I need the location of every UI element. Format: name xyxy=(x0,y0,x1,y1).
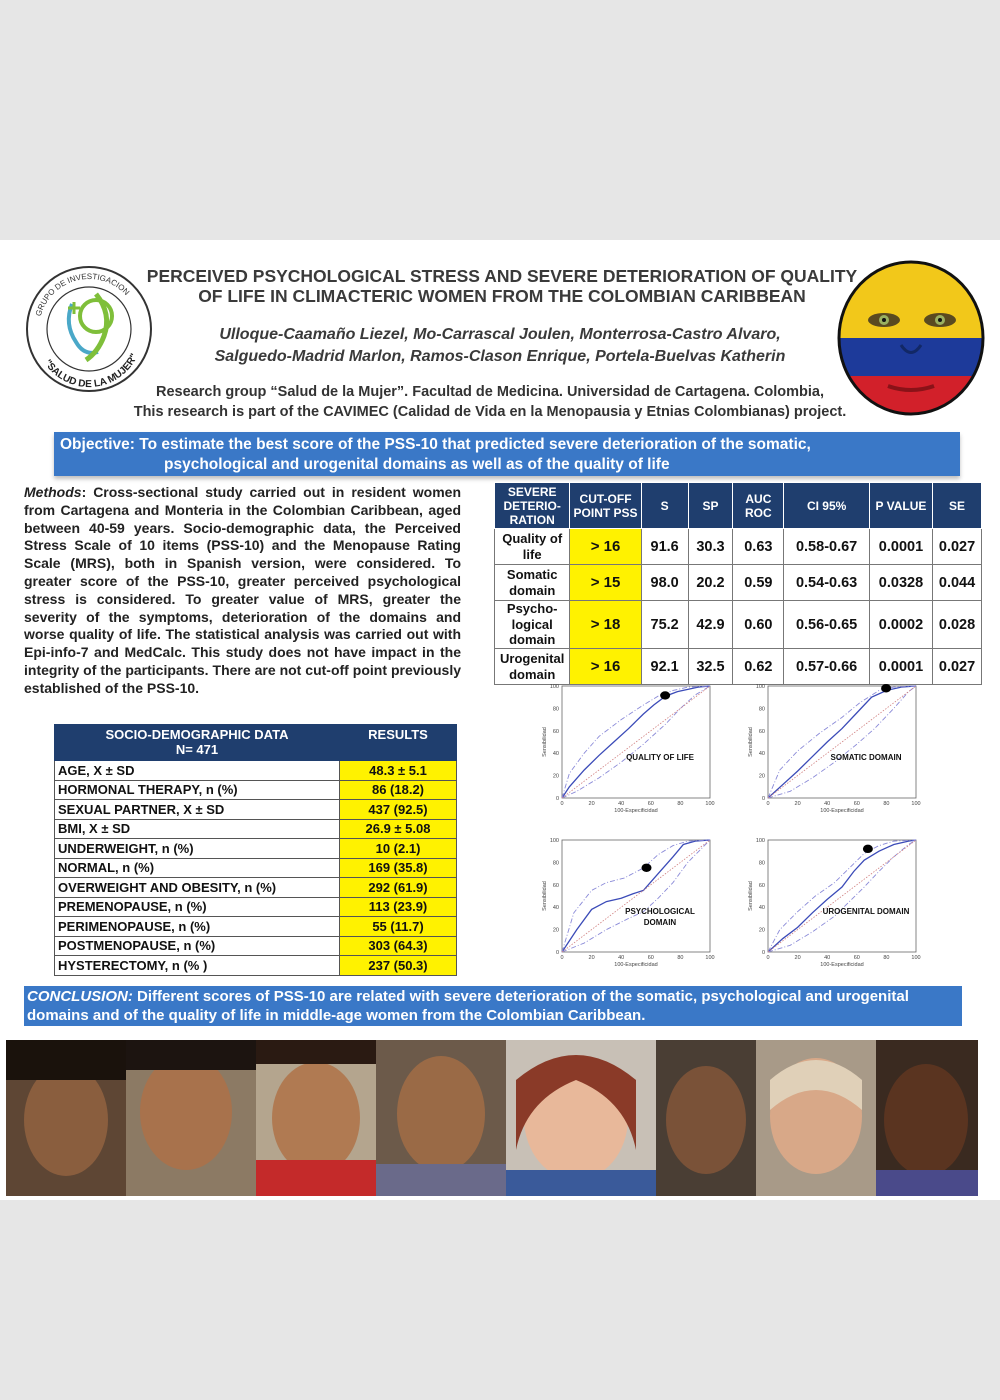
conclusion-banner xyxy=(24,986,962,1026)
y-axis-label: Sensibilidad xyxy=(542,881,548,911)
table-row xyxy=(495,529,982,565)
x-tick-label: 0 xyxy=(766,955,770,961)
x-tick-label: 40 xyxy=(824,801,831,807)
roc-plot xyxy=(746,682,921,814)
row-label: Quality of life xyxy=(495,529,570,565)
roc-plot xyxy=(540,836,715,968)
conclusion-label: CONCLUSION: xyxy=(27,988,133,1005)
table-row xyxy=(495,601,982,649)
y-tick-label: 100 xyxy=(755,838,765,844)
table-cell: 0.0001 xyxy=(869,529,932,565)
y-tick-label: 100 xyxy=(549,684,559,690)
y-tick-label: 0 xyxy=(761,796,765,802)
y-tick-label: 80 xyxy=(758,706,765,713)
x-axis-label: 100-Especificidad xyxy=(820,808,864,814)
socio-label: PREMENOPAUSE, n (%) xyxy=(55,897,340,917)
table-row xyxy=(55,800,457,820)
socio-value: 437 (92.5) xyxy=(340,800,457,820)
socio-value: 55 (11.7) xyxy=(340,917,457,937)
title-line-1: PERCEIVED PSYCHOLOGICAL STRESS AND SEVERE DETERIORATION OF QUALITY xyxy=(146,266,858,286)
x-tick-label: 0 xyxy=(560,801,564,807)
y-tick-label: 20 xyxy=(552,927,559,934)
x-tick-label: 20 xyxy=(794,801,801,807)
y-tick-label: 80 xyxy=(552,706,559,713)
table-cell: 0.0001 xyxy=(869,649,932,685)
results-header-cell: S xyxy=(641,483,688,529)
y-tick-label: 40 xyxy=(758,751,765,758)
y-tick-label: 0 xyxy=(761,950,765,956)
table-row xyxy=(55,878,457,898)
table-cell: 32.5 xyxy=(688,649,733,685)
socio-label: OVERWEIGHT AND OBESITY, n (%) xyxy=(55,878,340,898)
table-row xyxy=(495,565,982,601)
socio-label: POSTMENOPAUSE, n (%) xyxy=(55,936,340,956)
table-cell: 0.028 xyxy=(933,601,982,649)
cutoff-results-table xyxy=(494,482,982,685)
table-cell: 98.0 xyxy=(641,565,688,601)
roc-chart-urogenital-domain xyxy=(746,836,921,968)
colombian-flag-face-image xyxy=(836,260,986,420)
socio-header-data xyxy=(55,725,340,761)
y-tick-label: 0 xyxy=(555,796,559,802)
x-axis-label: 100-Especificidad xyxy=(614,808,658,814)
logo-bottom-text: "SALUD DE LA MUJER" xyxy=(41,351,141,391)
results-header-row xyxy=(495,483,982,529)
socio-label: SEXUAL PARTNER, X ± SD xyxy=(55,800,340,820)
y-tick-label: 60 xyxy=(758,728,765,735)
socio-value: 237 (50.3) xyxy=(340,956,457,976)
socio-header-n: N= 471 xyxy=(175,742,219,757)
table-cell: 0.60 xyxy=(733,601,784,649)
y-tick-label: 20 xyxy=(758,773,765,780)
x-tick-label: 80 xyxy=(677,801,684,807)
x-tick-label: 20 xyxy=(588,955,595,961)
roc-chart-somatic-domain xyxy=(746,682,921,814)
table-cell: 0.58-0.67 xyxy=(784,529,870,565)
y-tick-label: 100 xyxy=(549,838,559,844)
table-cell: 0.62 xyxy=(733,649,784,685)
x-tick-label: 100 xyxy=(911,955,921,961)
socio-label: BMI, X ± SD xyxy=(55,819,340,839)
x-axis-label: 100-Especificidad xyxy=(614,962,658,968)
table-cell: 0.59 xyxy=(733,565,784,601)
authors-line-1: Ulloque-Caamaño Liezel, Mo-Carrascal Joulen, Monterrosa-Castro Alvaro, xyxy=(219,326,781,343)
x-tick-label: 80 xyxy=(677,955,684,961)
chart-title: SOMATIC DOMAIN xyxy=(830,753,902,762)
table-row xyxy=(55,917,457,937)
y-tick-label: 60 xyxy=(758,882,765,889)
socio-header-results: RESULTS xyxy=(340,725,457,761)
y-tick-label: 20 xyxy=(552,773,559,780)
row-label: Somatic domain xyxy=(495,565,570,601)
table-cell: 75.2 xyxy=(641,601,688,649)
table-cell: 30.3 xyxy=(688,529,733,565)
roc-chart-psychological-domain xyxy=(540,836,715,968)
affiliation xyxy=(120,382,860,422)
results-header-cell: CI 95% xyxy=(784,483,870,529)
chart-title: PSYCHOLOGICAL DOMAIN xyxy=(625,907,695,927)
x-tick-label: 80 xyxy=(883,955,890,961)
socio-label: HORMONAL THERAPY, n (%) xyxy=(55,780,340,800)
socio-demographic-table xyxy=(54,724,457,976)
table-row xyxy=(55,956,457,976)
roc-plot xyxy=(540,682,715,814)
x-tick-label: 60 xyxy=(647,955,654,961)
methods-paragraph xyxy=(24,484,461,698)
women-photo-strip xyxy=(6,1040,978,1196)
y-tick-label: 40 xyxy=(552,905,559,912)
y-tick-label: 80 xyxy=(552,860,559,867)
x-tick-label: 100 xyxy=(705,801,715,807)
results-header-cell: CUT-OFF POINT PSS xyxy=(570,483,641,529)
salud-de-la-mujer-logo xyxy=(24,264,154,394)
chart-title: QUALITY OF LIFE xyxy=(626,753,694,762)
socio-value: 48.3 ± 5.1 xyxy=(340,761,457,781)
socio-value: 10 (2.1) xyxy=(340,839,457,859)
poster xyxy=(0,240,1000,1200)
socio-value: 113 (23.9) xyxy=(340,897,457,917)
objective-line-1: Objective: To estimate the best score of the PSS-10 that predicted severe deterioration of the somatic, xyxy=(60,436,811,453)
table-cell: 0.0328 xyxy=(869,565,932,601)
socio-value: 169 (35.8) xyxy=(340,858,457,878)
table-cell: 0.56-0.65 xyxy=(784,601,870,649)
x-tick-label: 20 xyxy=(794,955,801,961)
authors-line-2: Salguedo-Madrid Marlon, Ramos-Clason Enrique, Portela-Buelvas Katherin xyxy=(214,348,786,365)
poster-title xyxy=(140,266,864,306)
table-row xyxy=(55,858,457,878)
affiliation-line-2: This research is part of the CAVIMEC (Calidad de Vida en la Menopausia y Etnias Colombianas) project. xyxy=(133,404,847,420)
cutoff-cell: > 18 xyxy=(570,601,641,649)
y-tick-label: 60 xyxy=(552,882,559,889)
x-tick-label: 100 xyxy=(911,801,921,807)
table-cell: 0.57-0.66 xyxy=(784,649,870,685)
roc-chart-quality-of-life xyxy=(540,682,715,814)
roc-plot xyxy=(746,836,921,968)
x-tick-label: 60 xyxy=(853,801,860,807)
chart-title: UROGENITAL DOMAIN xyxy=(822,907,910,916)
table-row xyxy=(55,839,457,859)
affiliation-line-1: Research group “Salud de la Mujer”. Facultad de Medicina. Universidad de Cartagena. Colombia, xyxy=(156,384,824,400)
row-label: Urogenital domain xyxy=(495,649,570,685)
x-tick-label: 100 xyxy=(705,955,715,961)
results-header-cell: SE xyxy=(933,483,982,529)
table-cell: 0.044 xyxy=(933,565,982,601)
socio-value: 26.9 ± 5.08 xyxy=(340,819,457,839)
y-tick-label: 80 xyxy=(758,860,765,867)
x-tick-label: 60 xyxy=(853,955,860,961)
socio-value: 292 (61.9) xyxy=(340,878,457,898)
x-tick-label: 40 xyxy=(618,955,625,961)
table-cell: 0.63 xyxy=(733,529,784,565)
cutoff-cell: > 16 xyxy=(570,529,641,565)
cutoff-point xyxy=(660,691,670,699)
y-tick-label: 60 xyxy=(552,728,559,735)
results-header-cell: P VALUE xyxy=(869,483,932,529)
cutoff-cell: > 15 xyxy=(570,565,641,601)
table-row xyxy=(55,761,457,781)
cutoff-point xyxy=(642,864,652,872)
socio-label: PERIMENOPAUSE, n (%) xyxy=(55,917,340,937)
methods-text: : Cross-sectional study carried out in resident women from Cartagena and Monteria in the Colombian Caribbean, aged between 40-59 years. Socio-demographic data, the Perceived Stress Scale of 10 items (PSS-10) and the Menopause Rating Scale (MRS), both in Spanish version, were considered. To greater score of the PSS-10, greater perceived psychological stress is considered. To greater value of MRS, greater the severity of the symptoms, deterioration of the domains and worse quality of life. The statistical analysis was carried out with Epi-info-7 and MedCalc. This study does not have impact in the integrity of the participants. There are not cut-off point previously established of the PSS-10. xyxy=(24,484,461,696)
cutoff-point xyxy=(863,845,873,853)
x-tick-label: 40 xyxy=(824,955,831,961)
table-cell: 0.027 xyxy=(933,649,982,685)
y-tick-label: 40 xyxy=(552,751,559,758)
socio-label: UNDERWEIGHT, n (%) xyxy=(55,839,340,859)
results-header-cell: SP xyxy=(688,483,733,529)
socio-label: NORMAL, n (%) xyxy=(55,858,340,878)
y-axis-label: Sensibilidad xyxy=(542,727,548,757)
socio-label: AGE, X ± SD xyxy=(55,761,340,781)
cutoff-cell: > 16 xyxy=(570,649,641,685)
table-row xyxy=(495,649,982,685)
socio-header-row xyxy=(55,725,457,761)
y-tick-label: 100 xyxy=(755,684,765,690)
results-header-cell: AUC ROC xyxy=(733,483,784,529)
y-tick-label: 20 xyxy=(758,927,765,934)
table-cell: 42.9 xyxy=(688,601,733,649)
table-cell: 0.54-0.63 xyxy=(784,565,870,601)
socio-label: HYSTERECTOMY, n (% ) xyxy=(55,956,340,976)
x-tick-label: 40 xyxy=(618,801,625,807)
x-tick-label: 60 xyxy=(647,801,654,807)
table-cell: 0.0002 xyxy=(869,601,932,649)
table-row xyxy=(55,780,457,800)
x-tick-label: 0 xyxy=(560,955,564,961)
title-line-2: OF LIFE IN CLIMACTERIC WOMEN FROM THE COLOMBIAN CARIBBEAN xyxy=(198,286,806,306)
table-cell: 20.2 xyxy=(688,565,733,601)
socio-value: 303 (64.3) xyxy=(340,936,457,956)
table-row xyxy=(55,936,457,956)
y-tick-label: 40 xyxy=(758,905,765,912)
socio-value: 86 (18.2) xyxy=(340,780,457,800)
x-tick-label: 80 xyxy=(883,801,890,807)
x-axis-label: 100-Especificidad xyxy=(820,962,864,968)
table-cell: 92.1 xyxy=(641,649,688,685)
objective-banner xyxy=(54,432,960,476)
results-header-cell: SEVERE DETERIO-RATION xyxy=(495,483,570,529)
table-row xyxy=(55,819,457,839)
methods-label: Methods xyxy=(24,484,82,500)
cutoff-point xyxy=(881,684,891,692)
conclusion-text: Different scores of PSS-10 are related with severe deterioration of the somatic, psychological and urogenital domains and of the quality of life in middle-age women from the Colombian Caribbean. xyxy=(27,988,909,1024)
socio-header-title: SOCIO-DEMOGRAPHIC DATA xyxy=(105,727,289,742)
x-tick-label: 20 xyxy=(588,801,595,807)
y-axis-label: Sensibilidad xyxy=(748,881,754,911)
logo-arc-text: GRUPO DE INVESTIGACION xyxy=(33,271,132,318)
row-label: Psycho-logical domain xyxy=(495,601,570,649)
objective-line-2: psychological and urogenital domains as well as of the quality of life xyxy=(164,456,670,473)
table-row xyxy=(55,897,457,917)
table-cell: 91.6 xyxy=(641,529,688,565)
table-cell: 0.027 xyxy=(933,529,982,565)
y-tick-label: 0 xyxy=(555,950,559,956)
x-tick-label: 0 xyxy=(766,801,770,807)
y-axis-label: Sensibilidad xyxy=(748,727,754,757)
authors xyxy=(150,324,850,368)
